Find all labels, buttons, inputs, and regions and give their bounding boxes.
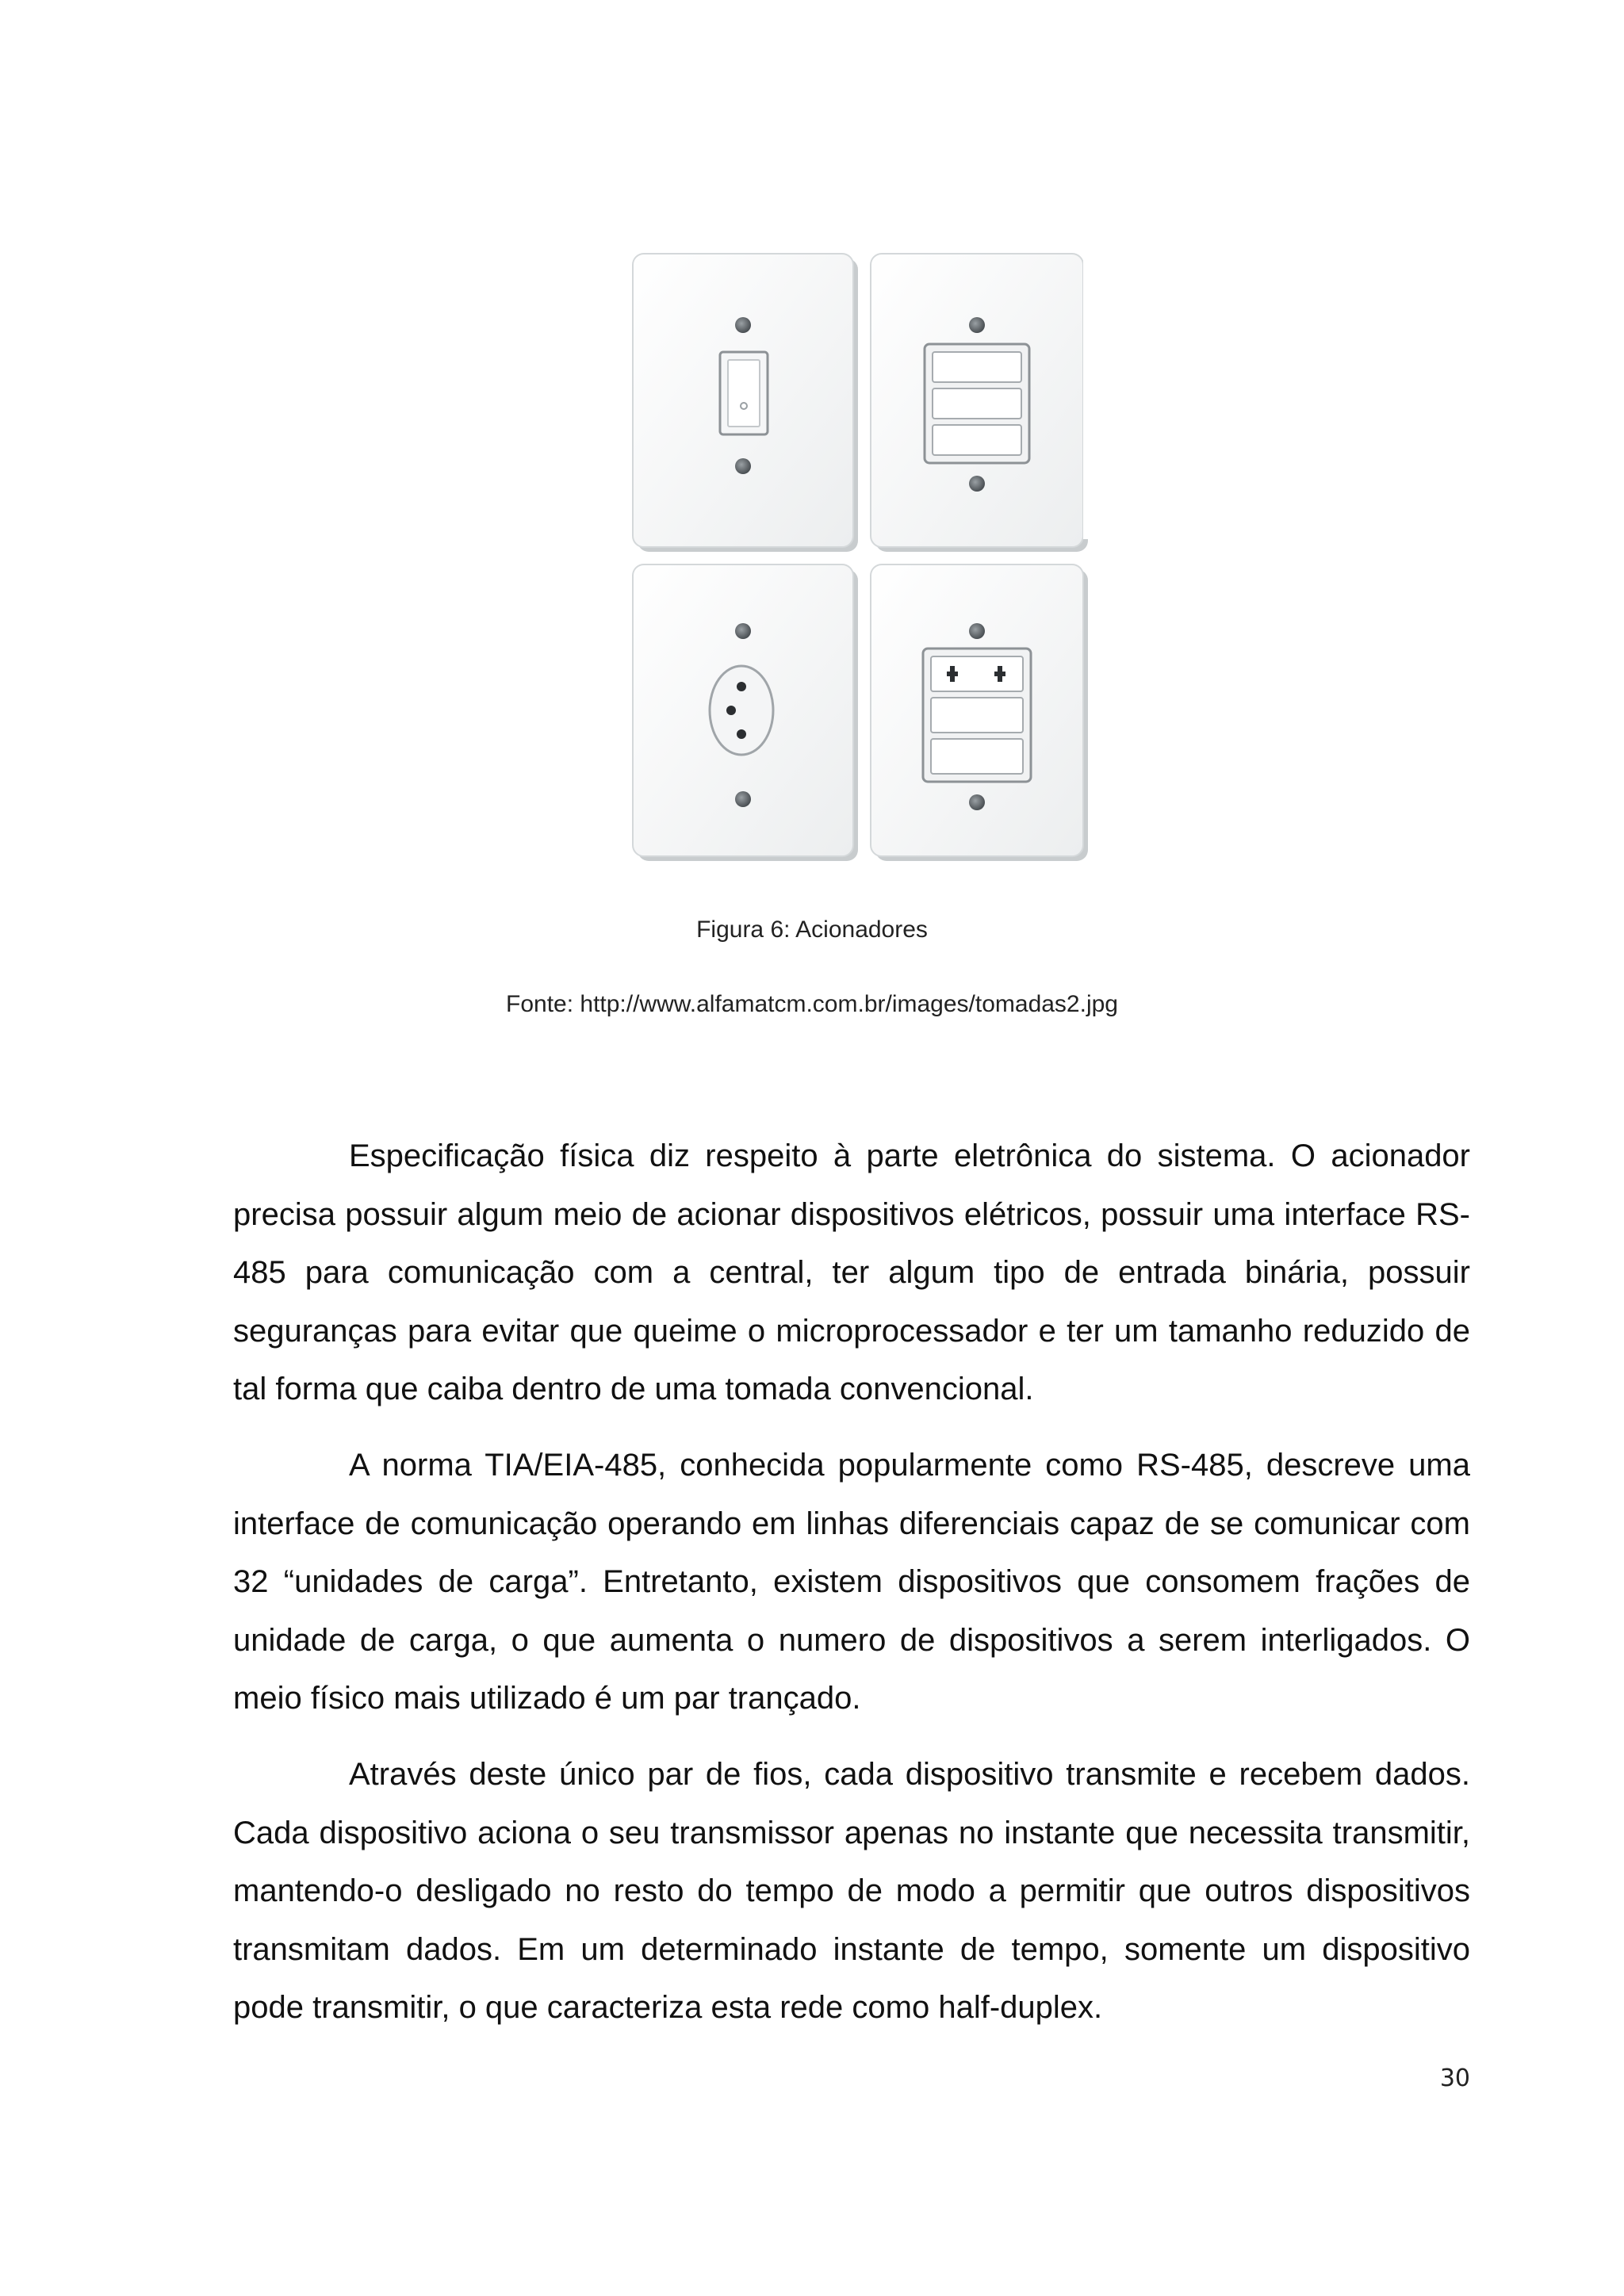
body-paragraph: A norma TIA/EIA-485, conhecida popularmente como RS-485, descreve uma interface de comunicação operando em linhas diferenciais capaz de se comunicar com 32 “unidades de carga”. Entretanto, existem dispositivos que consomem frações de unidade de carga, o que aumenta o numero de dispositivos a serem interligados. O meio físico mais utilizado é um par trançado. — [233, 1448, 1470, 1716]
figure-caption: Figura 6: Acionadores — [696, 916, 928, 943]
figure-source: Fonte: http://www.alfamatcm.com.br/images/tomadas2.jpg — [506, 991, 1118, 1017]
single-switch-plate-icon — [633, 254, 858, 552]
socket-switch-combo-plate-icon — [871, 564, 1088, 861]
socket-plate-icon — [633, 564, 858, 861]
figure-image — [619, 252, 1110, 864]
page-number: 30 — [1439, 2064, 1470, 2092]
triple-switch-plate-icon — [871, 254, 1090, 552]
body-paragraph: Especificação física diz respeito à parte eletrônica do sistema. O acionador precisa possuir algum meio de acionar dispositivos elétricos, possuir uma interface RS-485 para comunicação com a central, ter algum tipo de entrada binária, possuir seguranças para evitar que queime o microprocessador e ter um tamanho reduzido de tal forma que caiba dentro de uma tomada convencional. — [233, 1138, 1470, 1406]
body-paragraph: Através deste único par de fios, cada dispositivo transmite e recebem dados. Cada dispositivo aciona o seu transmissor apenas no instante que necessita transmitir, mantendo-o desligado no resto do tempo de modo a permitir que outros dispositivos transmitam dados. Em um determinado instante de tempo, somente um dispositivo pode transmitir, o que caracteriza esta rede como half-duplex. — [233, 1757, 1470, 2025]
